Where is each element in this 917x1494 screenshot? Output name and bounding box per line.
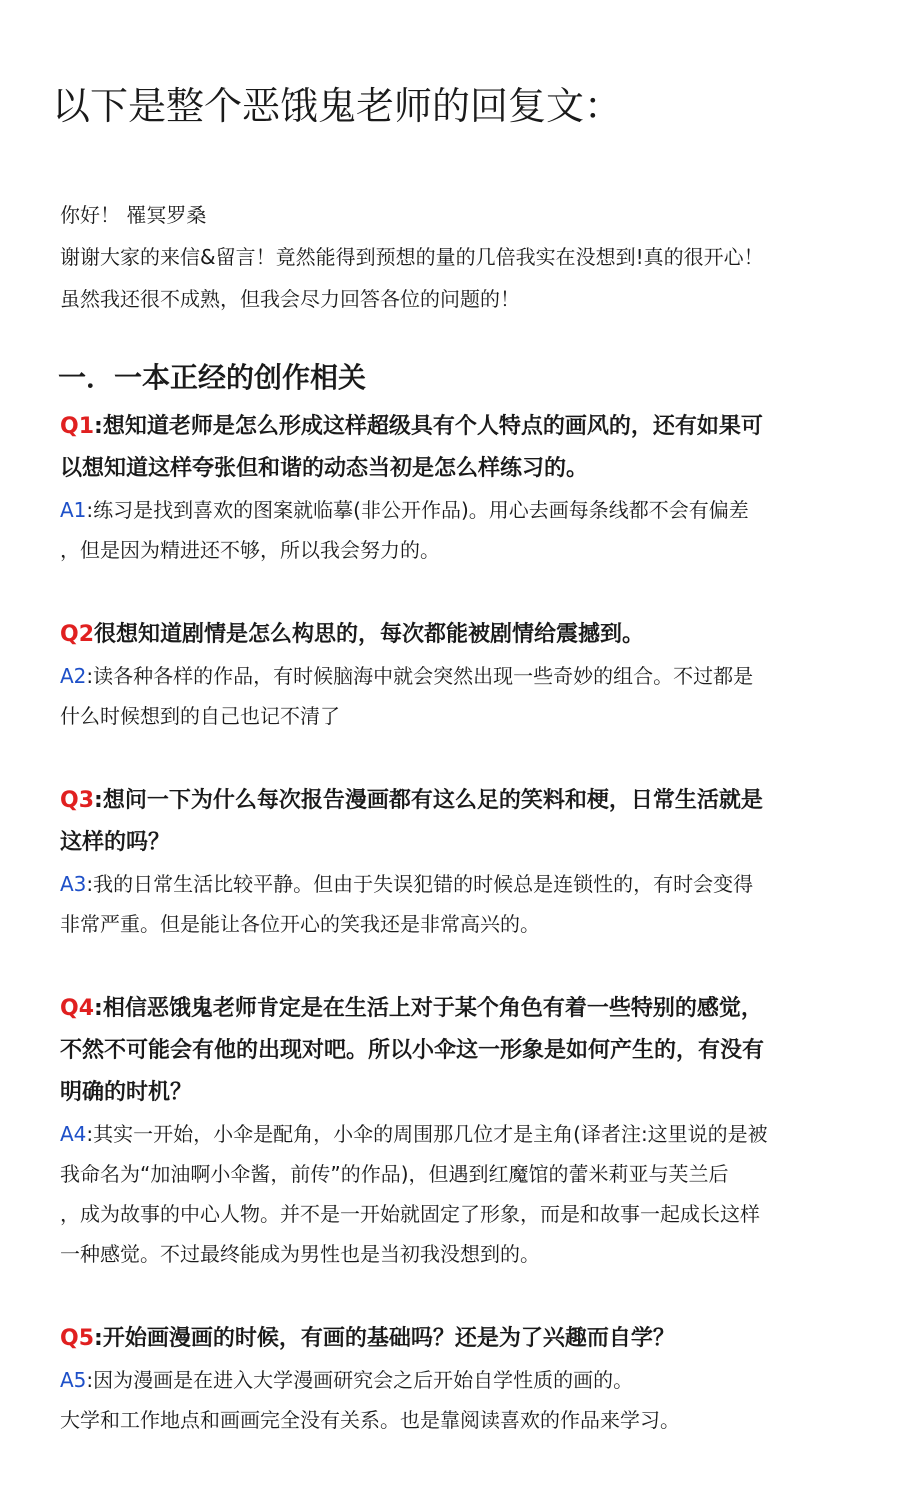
promise-line: 虽然我还很不成熟，但我会尽力回答各位的问题的！ <box>60 287 520 311</box>
question-line <box>60 406 880 448</box>
answer-text: :我的日常生活比较平静。但由于失误犯错的时候总是连锁性的，有时会变得 <box>86 872 754 896</box>
answer-text: :读各种各样的作品，有时候脑海中就会突然出现一些奇妙的组合。不过都是 <box>86 664 754 688</box>
question-text: :开始画漫画的时候，有画的基础吗？还是为了兴趣而自学？ <box>94 1326 675 1351</box>
answer-line: 非常严重。但是能让各位开心的笑我还是非常高兴的。 <box>60 912 540 936</box>
question-line <box>60 988 880 1030</box>
question-label: Q1 <box>60 414 95 439</box>
question-1 <box>60 406 880 490</box>
question-line: 不然不可能会有他的出现对吧。所以小伞这一形象是如何产生的，有没有 <box>60 1038 765 1063</box>
answer-line <box>60 864 880 904</box>
answer-line <box>60 656 880 696</box>
thanks-line: 谢谢大家的来信&留言！竟然能得到预想的量的几倍我实在没想到!真的很开心！ <box>60 245 764 269</box>
question-line: 这样的吗？ <box>60 830 171 855</box>
qa-item-2 <box>60 614 880 736</box>
answer-line: 大学和工作地点和画画完全没有关系。也是靠阅读喜欢的作品来学习。 <box>60 1408 680 1432</box>
question-5 <box>60 1318 880 1360</box>
qa-item-5 <box>60 1318 880 1440</box>
answer-text: :因为漫画是在进入大学漫画研究会之后开始自学性质的画的。 <box>86 1368 634 1392</box>
answer-line: 什么时候想到的自己也记不清了 <box>60 704 340 728</box>
answer-4 <box>60 1114 880 1274</box>
question-3 <box>60 780 880 864</box>
intro-block <box>60 194 880 320</box>
answer-line: ，成为故事的中心人物。并不是一开始就固定了形象，而是和故事一起成长这样 <box>60 1202 760 1226</box>
question-line: 明确的时机？ <box>60 1080 193 1105</box>
question-4 <box>60 988 880 1114</box>
question-line <box>60 780 880 822</box>
qa-item-1 <box>60 406 880 570</box>
answer-label: A1 <box>60 498 87 522</box>
section-heading: 一．一本正经的创作相关 <box>58 361 367 394</box>
answer-label: A4 <box>60 1122 87 1146</box>
question-line <box>60 1318 880 1360</box>
question-label: Q3 <box>60 788 95 813</box>
question-2 <box>60 614 880 656</box>
answer-line <box>60 1360 880 1400</box>
question-label: Q2 <box>60 622 95 647</box>
question-text: :想问一下为什么每次报告漫画都有这么足的笑料和梗，日常生活就是 <box>94 788 763 813</box>
answer-line <box>60 490 880 530</box>
question-text: 很想知道剧情是怎么构思的，每次都能被剧情给震撼到。 <box>94 622 645 647</box>
question-label: Q5 <box>60 1326 95 1351</box>
page-title: 以下是整个恶饿鬼老师的回复文： <box>52 84 623 128</box>
answer-line: 一种感觉。不过最终能成为男性也是当初我没想到的。 <box>60 1242 540 1266</box>
answer-line: ，但是因为精进还不够，所以我会努力的。 <box>60 538 440 562</box>
answer-3 <box>60 864 880 944</box>
question-text: :想知道老师是怎么形成这样超级具有个人特点的画风的，还有如果可 <box>94 414 763 439</box>
answer-text: :其实一开始，小伞是配角，小伞的周围那几位才是主角(译者注:这里说的是被 <box>86 1122 768 1146</box>
qa-item-4 <box>60 988 880 1274</box>
question-text: :相信恶饿鬼老师肯定是在生活上对于某个角色有着一些特别的感觉， <box>94 996 763 1021</box>
question-line <box>60 614 880 656</box>
greeting-line: 你好！ 罹冥罗桑 <box>60 203 207 227</box>
question-line: 以想知道这样夸张但和谐的动态当初是怎么样练习的。 <box>60 456 589 481</box>
answer-label: A5 <box>60 1368 87 1392</box>
qa-item-3 <box>60 780 880 944</box>
answer-2 <box>60 656 880 736</box>
answer-1 <box>60 490 880 570</box>
answer-5 <box>60 1360 880 1440</box>
question-label: Q4 <box>60 996 95 1021</box>
answer-line <box>60 1114 880 1154</box>
answer-text: :练习是找到喜欢的图案就临摹(非公开作品)。用心去画每条线都不会有偏差 <box>86 498 749 522</box>
answer-label: A3 <box>60 872 87 896</box>
answer-line: 我命名为“加油啊小伞酱，前传”的作品)，但遇到红魔馆的蕾米莉亚与芙兰后 <box>60 1162 729 1186</box>
answer-label: A2 <box>60 664 87 688</box>
